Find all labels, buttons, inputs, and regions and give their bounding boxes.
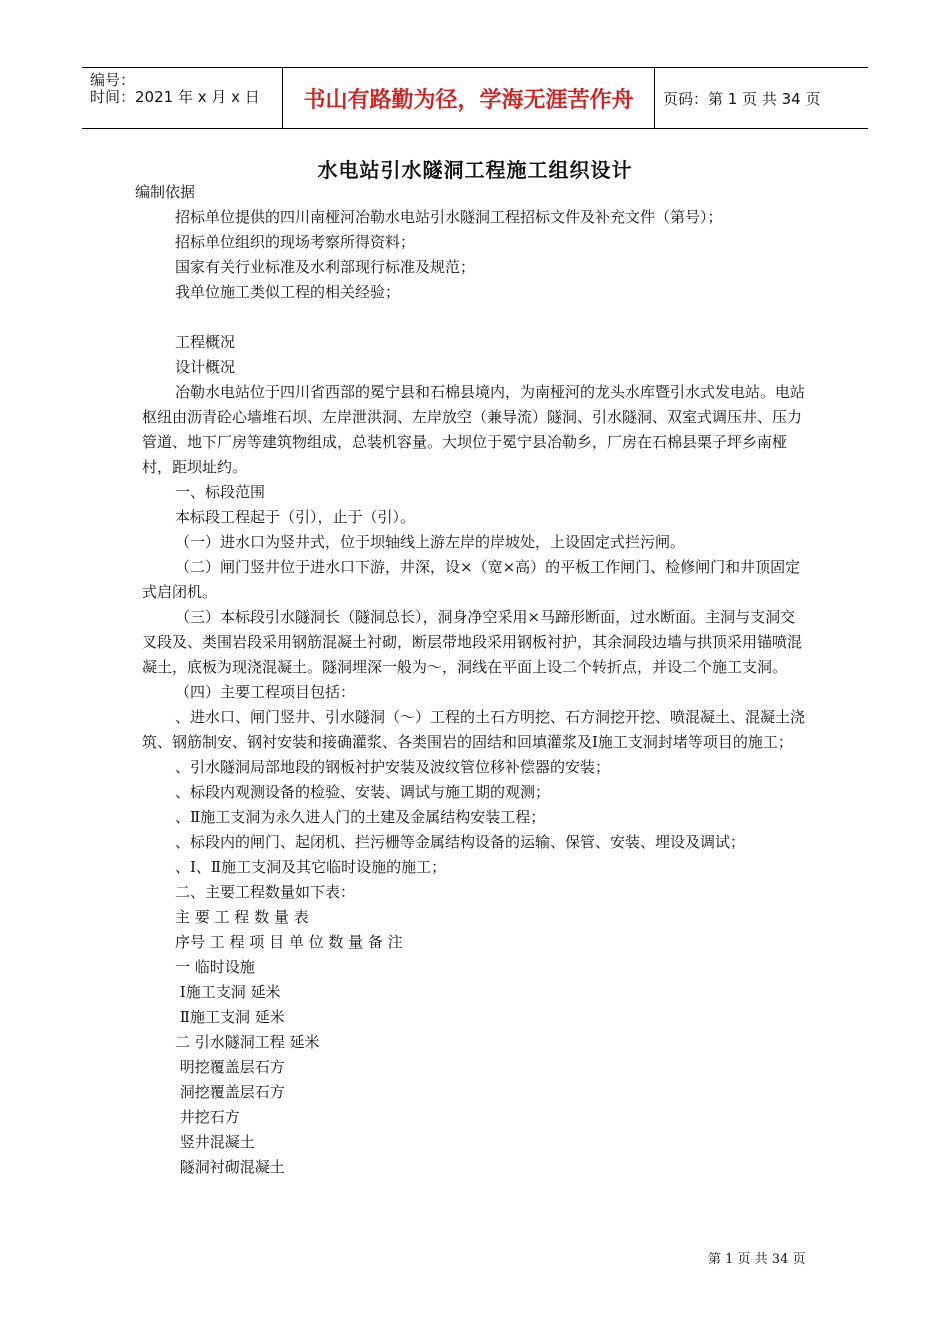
document-title: 水电站引水隧洞工程施工组织设计 [317,158,633,182]
table-row: Ⅱ施工支洞 延米 [175,1008,285,1026]
work-item-2: 、引水隧洞局部地段的钢板衬护安装及波纹管位移补偿器的安装； [175,758,611,776]
design-heading: 设计概况 [175,358,236,376]
design-paragraph: 冶勒水电站位于四川省西部的冕宁县和石棉县境内，为南桠河的龙头水库暨引水式发电站。电站枢纽由沥青砼心墙堆石坝、左岸泄洪洞、左岸放空（兼导流）隧洞、引水隧洞、双室式调压井、压力管道、地下厂房等建筑物组成，总装机容量。大坝位于冕宁县冶勒乡，厂房在石棉县栗子坪乡南桠村，距坝址约。 [142,383,806,476]
body-paragraphs [142,380,807,1180]
motto: 书山有路勤为径，学海无涯苦作舟 [282,68,655,128]
basis-item: 招标单位提供的四川南桠河冶勒水电站引水隧洞工程招标文件及补充文件（第号）； [175,208,723,226]
work-item-4: 、Ⅱ施工支洞为永久进人门的土建及金属结构安装工程； [175,808,546,826]
serial-label: 编号： [90,71,136,89]
scope-item-4: （四）主要工程项目包括： [175,683,356,701]
header-table [82,67,868,129]
table-row: 井挖石方 [175,1108,240,1126]
scope-item-2: （二）闸门竖井位于进水口下游，井深，设×（宽×高）的平板工作闸门、检修闸门和井顶固定式启闭机。 [142,558,801,601]
basis-item: 招标单位组织的现场考察所得资料； [175,233,416,251]
header-meta [82,68,282,128]
page-info: 页码：第 1 页 共 34 页 [663,89,821,108]
table-header: 序号 工 程 项 目 单 位 数 量 备 注 [175,933,403,951]
scope-heading: 一、标段范围 [175,483,266,501]
table-row: 二 引水隧洞工程 延米 [175,1033,320,1051]
document-body [135,180,815,380]
table-row: Ⅰ施工支洞 延米 [175,983,281,1001]
table-row: 明挖覆盖层石方 [175,1058,285,1076]
scope-item-3: （三）本标段引水隧洞长（隧洞总长），洞身净空采用×马蹄形断面，过水断面。主洞与支洞交叉段及、类围岩段采用钢筋混凝土衬砌，断层带地段采用钢板衬护，其余洞段边墙与拱顶采用锚喷混凝土，底板为现浇混凝土。隧洞埋深一般为～，洞线在平面上设二个转折点，并设二个施工支洞。 [142,608,803,676]
basis-item: 我单位施工类似工程的相关经验； [175,283,401,301]
work-item-5: 、标段内的闸门、起闭机、拦污栅等金属结构设备的运输、保管、安装、埋设及调试； [175,833,746,851]
basis-item: 国家有关行业标准及水利部现行标准及规范； [175,258,476,276]
time-label: 时间：2021 年 x 月 x 日 [90,88,260,106]
table-row: 隧洞衬砌混凝土 [175,1158,285,1176]
quantity-heading: 二、主要工程数量如下表： [175,883,356,901]
overview-heading: 工程概况 [175,333,236,351]
table-row: 一 临时设施 [175,958,255,976]
table-row: 洞挖覆盖层石方 [175,1083,285,1101]
scope-item-1: （一）进水口为竖井式，位于坝轴线上游左岸的岸坡处，上设固定式拦污闸。 [175,533,686,551]
work-item-3: 、标段内观测设备的检验、安装、调试与施工期的观测； [175,783,551,801]
work-item-1: 、进水口、闸门竖井、引水隧洞（～）工程的土石方明挖、石方洞挖开挖、喷混凝土、混凝土浇筑、钢筋制安、钢衬安装和接确灌浆、各类围岩的固结和回填灌浆及Ⅰ施工支洞封堵等项目的施工； [142,708,806,751]
table-title: 主 要 工 程 数 量 表 [175,908,309,926]
basis-heading: 编制依据 [135,183,196,201]
work-item-6: 、Ⅰ、Ⅱ施工支洞及其它临时设施的施工； [175,858,447,876]
scope-intro: 本标段工程起于（引），止于（引）。 [175,508,416,526]
page-footer: 第 1 页 共 34 页 [708,1252,806,1267]
table-row: 竖井混凝土 [175,1133,255,1151]
